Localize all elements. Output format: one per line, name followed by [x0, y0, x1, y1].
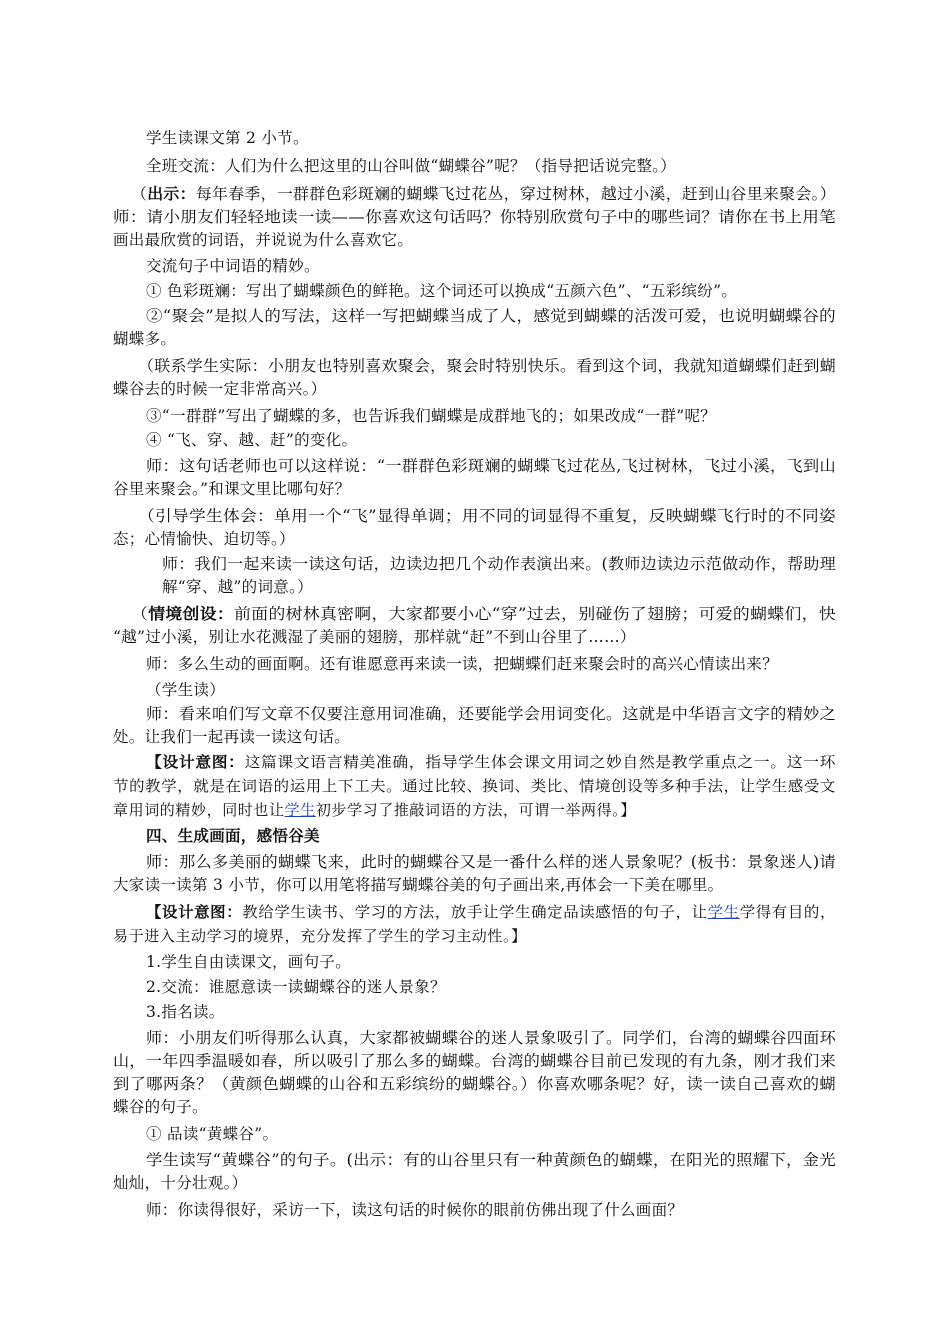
text-line — [146, 952, 351, 972]
text-run: 处。让我们一起再读一读这句话。 — [113, 728, 351, 746]
text-line — [113, 1097, 208, 1117]
text-line — [131, 184, 836, 204]
text-run: 师：那么多美丽的蝴蝶飞来，此时的蝴蝶谷又是一番什么样的迷人景象呢？(板书：景象迷人)请 — [146, 853, 837, 871]
bold-label: 出示： — [147, 184, 196, 203]
text-line — [146, 156, 676, 176]
text-run: ④ “飞、穿、越、赶”的变化。 — [146, 431, 358, 449]
text-line — [146, 704, 836, 724]
text-run: 3.指名读。 — [146, 1003, 225, 1021]
text-line — [146, 406, 716, 426]
text-line — [146, 902, 836, 922]
text-line — [113, 926, 527, 946]
text-line — [146, 752, 836, 772]
text-run: 师：这句话老师也可以这样说：“一群群色彩斑斓的蝴蝶飞过花丛,飞过树林，飞过小溪，飞到山 — [146, 457, 836, 475]
text-run: 教给学生读书、学习的方法，放手让学生确定品读感悟的句子，让 — [242, 903, 708, 921]
text-run: 每年春季，一群群色彩斑斓的蝴蝶飞过花丛，穿过树林，越过小溪，赶到山谷里来聚会。） — [195, 185, 836, 203]
text-run: 蝶谷的句子。 — [113, 1098, 208, 1116]
text-run: 蝴蝶多。 — [113, 330, 177, 348]
text-line — [146, 128, 309, 148]
text-line — [113, 1074, 836, 1094]
text-line — [146, 1200, 683, 1220]
bold-label: 【设计意图： — [146, 753, 245, 771]
text-run: 全班交流：人们为什么把这里的山谷叫做“蝴蝶谷”呢？（指导把话说完整。） — [146, 157, 677, 175]
text-line — [146, 852, 836, 872]
text-run: （引导学生体会：单用一个“飞”显得单调；用不同的词显得不重复，反映蝴蝶飞行时的不同姿 — [138, 507, 836, 525]
text-run: （学生读） — [146, 681, 226, 699]
text-run: 到了哪两条？（黄颜色蝴蝶的山谷和五彩缤纷的蝴蝶谷。）你喜欢哪条呢？好，读一读自己喜欢的蝴 — [113, 1075, 836, 1093]
text-line — [113, 627, 636, 647]
text-run: “越”过小溪，别让水花溅湿了美丽的翅膀，那样就“赶”不到山谷里了……） — [113, 628, 636, 646]
text-line — [113, 529, 295, 549]
text-run: 师：请小朋友们轻轻地读一读——你喜欢这句话吗？你特别欣赏句子中的哪些词？请你在书上用笔 — [113, 208, 836, 226]
text-run: （ — [131, 185, 148, 203]
text-run: 山，一年四季温暖如春，所以吸引了那么多的蝴蝶。台湾的蝴蝶谷目前已发现的有九条，刚才我们来 — [113, 1052, 837, 1070]
text-run: 师：看来咱们写文章不仅要注意用词准确，还要能学会用词变化。这就是中华语言文字的精妙之 — [146, 705, 836, 723]
text-run: 章用词的精妙，同时也让 — [113, 801, 285, 819]
text-line — [113, 1051, 836, 1071]
text-line — [113, 329, 176, 349]
text-line — [113, 875, 723, 895]
text-run: 谷里来聚会。”和课文里比哪句好？ — [113, 480, 351, 498]
text-line — [146, 456, 836, 476]
text-line — [146, 680, 225, 700]
text-line — [146, 306, 836, 326]
text-line — [146, 1002, 225, 1022]
text-run: ① 品读“黄蝶谷”。 — [146, 1125, 279, 1143]
text-line — [162, 554, 836, 574]
bold-label: 四、生成画面，感悟谷美 — [146, 826, 320, 845]
text-run: 2.交流：谁愿意读一读蝴蝶谷的迷人景象？ — [146, 978, 446, 996]
text-run: 1.学生自由读课文，画句子。 — [146, 953, 351, 971]
text-line — [146, 430, 357, 450]
text-line — [146, 281, 737, 301]
text-run: ②“聚会”是拟人的写法，这样一写把蝴蝶当成了人，感觉到蝴蝶的活泼可爱，也说明蝴蝶谷的 — [146, 307, 836, 325]
text-line — [146, 256, 320, 276]
text-run: 师：小朋友们听得那么认真，大家都被蝴蝶谷的迷人景象吸引了。同学们，台湾的蝴蝶谷四面环 — [146, 1029, 836, 1047]
text-run: ③“一群群”写出了蝴蝶的多，也告诉我们蝴蝶是成群地飞的；如果改成“一群”呢？ — [146, 407, 717, 425]
text-line — [138, 506, 836, 526]
text-run: 节的教学，就是在词语的运用上下工夫。通过比较、换词、类比、情境创设等多种手法，让学生感受文 — [113, 777, 836, 795]
text-run: 初步学习了推敲词语的方法，可谓一举两得。】 — [315, 801, 636, 819]
text-line — [113, 479, 350, 499]
student-link[interactable]: 学生 — [284, 801, 316, 819]
text-run: 前面的树林真密啊，大家都要小心“穿”过去，别碰伤了翅膀；可爱的蝴蝶们，快 — [234, 605, 837, 623]
text-run: 这篇课文语言精美准确，指导学生体会课文用词之妙自然是教学重点之一。这一环 — [244, 753, 836, 771]
text-line — [146, 826, 320, 846]
text-run: 学得有目的， — [739, 903, 837, 921]
text-line — [162, 577, 313, 597]
text-line — [113, 727, 350, 747]
text-line — [138, 356, 836, 376]
text-run: 画出最欣赏的词语，并说说为什么喜欢它。 — [113, 231, 414, 249]
text-run: 师：你读得很好，采访一下，读这句话的时候你的眼前仿佛出现了什么画面？ — [146, 1201, 684, 1219]
text-line — [113, 207, 836, 227]
text-line — [146, 1028, 836, 1048]
text-line — [113, 379, 326, 399]
text-run: 易于进入主动学习的境界，充分发挥了学生的学习主动性。】 — [113, 927, 527, 945]
text-run: （联系学生实际：小朋友也特别喜欢聚会，聚会时特别快乐。看到这个词，我就知道蝴蝶们赶到蝴 — [138, 357, 836, 375]
text-run: 师：多么生动的画面啊。还有谁愿意再来读一读，把蝴蝶们赶来聚会时的高兴心情读出来？ — [146, 655, 779, 673]
text-line — [131, 604, 836, 624]
text-line — [113, 230, 413, 250]
text-run: 学生读写“黄蝶谷”的句子。(出示：有的山谷里只有一种黄颜色的蝴蝶，在阳光的照耀下，金光 — [146, 1151, 837, 1169]
bold-label: 情境创设： — [148, 604, 235, 623]
text-run: 灿灿，十分壮观。） — [113, 1174, 248, 1192]
text-line — [146, 654, 778, 674]
text-run: 态；心情愉快、迫切等。） — [113, 530, 295, 548]
text-run: （ — [131, 605, 149, 623]
text-line — [146, 1150, 836, 1170]
text-run: 学生读课文第 2 小节。 — [146, 129, 309, 147]
text-run: 大家读一读第 3 小节，你可以用笔将描写蝴蝶谷美的句子画出来,再体会一下美在哪里。 — [113, 876, 724, 894]
text-line — [113, 776, 836, 796]
text-run: 蝶谷去的时候一定非常高兴。） — [113, 380, 327, 398]
text-run: 解“穿、越”的词意。） — [162, 578, 313, 596]
student-link[interactable]: 学生 — [707, 903, 740, 921]
text-line — [113, 1173, 247, 1193]
text-run: 师：我们一起来读一读这句话，边读边把几个动作表演出来。(教师边读边示范做动作，帮助理 — [162, 555, 836, 573]
text-line — [146, 1124, 278, 1144]
text-run: 交流句子中词语的精妙。 — [146, 257, 320, 275]
text-line — [113, 800, 636, 820]
bold-label: 【设计意图： — [146, 903, 243, 921]
text-line — [146, 977, 446, 997]
text-run: ① 色彩斑斓：写出了蝴蝶颜色的鲜艳。这个词还可以换成“五颜六色”、“五彩缤纷”。 — [146, 282, 738, 300]
